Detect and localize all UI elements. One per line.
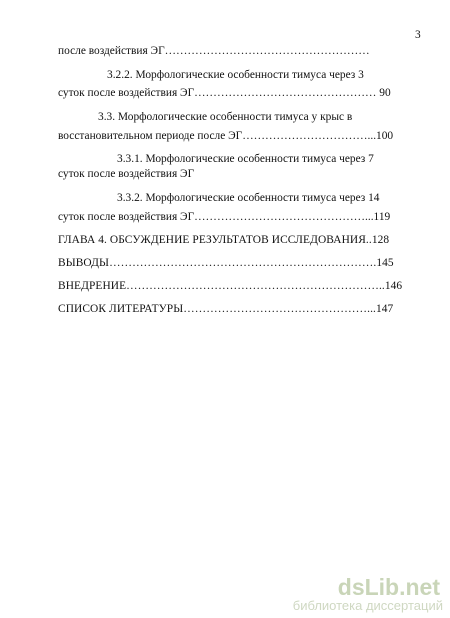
toc-chapter-4: ГЛАВА 4. ОБСУЖДЕНИЕ РЕЗУЛЬТАТОВ ИССЛЕДОВАНИЯ..128 [58,234,390,246]
toc-entry-3-2-2-title: 3.2.2. Морфологические особенности тимуса через 3 [107,69,364,81]
toc-references: СПИСОК ЛИТЕРАТУРЫ…………………………………………...147 [58,303,394,315]
toc-conclusions: ВЫВОДЫ…………………………………………………………….145 [58,257,394,269]
toc-entry-3-3-page-line: восстановительном периоде после ЭГ……………………………...100 [58,130,394,142]
toc-entry-3-3-2-page-line: суток после воздействия ЭГ………………………………………...119 [58,211,391,223]
watermark [292,574,448,615]
toc-entry-3-2-2-page-line: суток после воздействия ЭГ………………………………………… 90 [58,87,391,99]
toc-entry-3-3-title: 3.3. Морфологические особенности тимуса у крыс в [98,111,353,123]
watermark-tagline: библиотека диссертаций [292,598,443,613]
toc-implementation: ВНЕДРЕНИЕ…………………………………………………………..146 [58,280,403,292]
toc-entry-3-3-2-title: 3.3.2. Морфологические особенности тимуса через 14 [117,192,380,204]
page-number: 3 [415,29,421,41]
toc-entry-3-3-1-page-line: суток после воздействия ЭГ [58,168,195,180]
toc-entry-3-3-1-title: 3.3.1. Морфологические особенности тимуса через 7 [117,153,374,165]
watermark-logo: dsLib.net [337,574,440,600]
toc-line-continuation: после воздействия ЭГ……………………………………………… [58,45,370,57]
